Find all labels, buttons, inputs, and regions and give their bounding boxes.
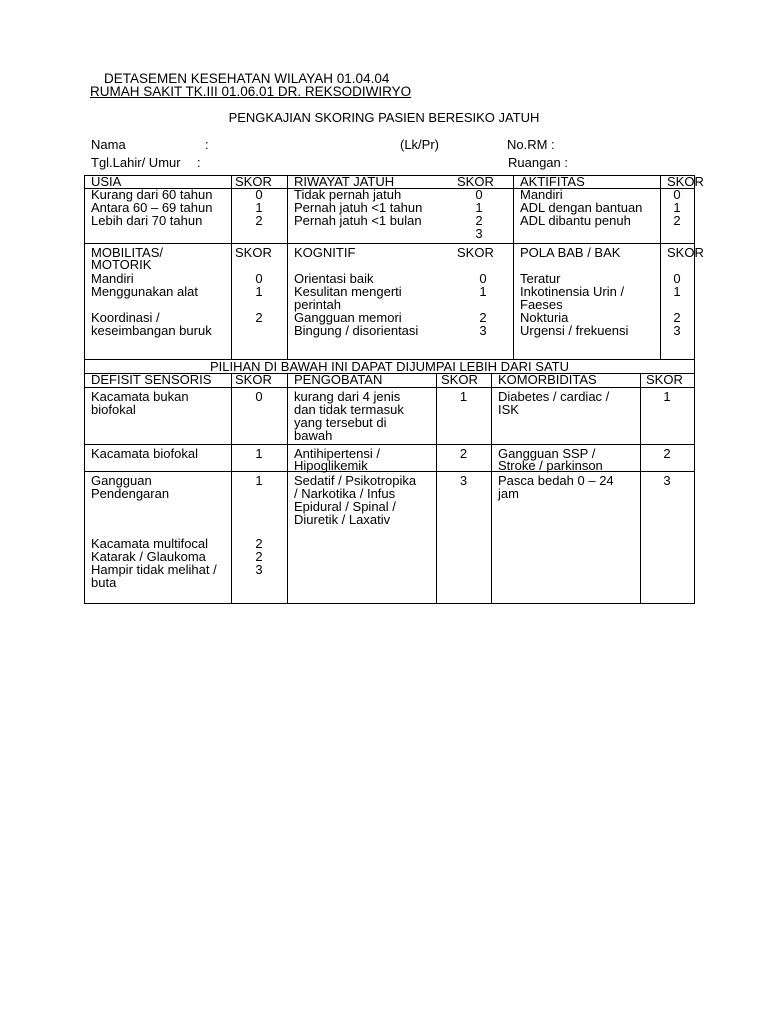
tgl-lahir-colon: : [197, 155, 201, 170]
defisit-skor: 3 [255, 562, 263, 577]
defisit-skor: 2 [255, 549, 263, 564]
komorbiditas-skor: 2 [663, 446, 671, 461]
pola-skor: 0 [673, 271, 681, 286]
defisit-item: Katarak / Glaukoma [91, 549, 206, 564]
komorbiditas-item: Pasca bedah 0 – 24 [498, 473, 614, 488]
header-motorik: MOTORIK [91, 257, 152, 272]
komorbiditas-item: Stroke / parkinson [498, 458, 603, 473]
pengobatan-skor: 2 [459, 446, 468, 461]
usia-skor: 0 [255, 187, 263, 202]
pola-item: Nokturia [520, 310, 569, 325]
pengobatan-item: Hipoglikemik [294, 458, 368, 473]
norm-label: No.RM : [507, 137, 555, 152]
kognitif-item: Bingung / disorientasi [294, 323, 419, 338]
mobilitas-skor: 0 [255, 271, 263, 286]
defisit-skor: 2 [255, 536, 263, 551]
multiple-choice-banner: PILIHAN DI BAWAH INI DAPAT DIJUMPAI LEBIH DARI SATU [85, 359, 694, 373]
pola-skor: 1 [673, 284, 681, 299]
usia-item: Antara 60 – 69 tahun [91, 200, 213, 215]
defisit-item: biofokal [91, 402, 136, 417]
kognitif-skor: 1 [479, 284, 487, 299]
pengobatan-item: kurang dari 4 jenis [294, 389, 401, 404]
komorbiditas-item: Diabetes / cardiac / [498, 389, 610, 404]
riwayat-skor: 0 [475, 187, 483, 202]
defisit-item: Gangguan [91, 473, 152, 488]
header-usia: USIA [91, 174, 122, 189]
pengobatan-item: Diuretik / Laxativ [294, 512, 391, 527]
aktifitas-item: ADL dibantu penuh [520, 213, 631, 228]
header-kognitif: KOGNITIF [294, 245, 356, 260]
defisit-item: buta [91, 575, 117, 590]
aktifitas-item: Mandiri [520, 187, 563, 202]
riwayat-skor: 2 [475, 213, 483, 228]
komorbiditas-item: jam [498, 486, 519, 501]
kognitif-item: Kesulitan mengerti [294, 284, 402, 299]
section-defisit-row-3 [85, 471, 694, 603]
defisit-skor: 1 [255, 473, 263, 488]
tgl-lahir-label: Tgl.Lahir/ Umur [91, 155, 181, 170]
pengobatan-item: dan tidak termasuk [294, 402, 404, 417]
riwayat-item: Tidak pernah jatuh [294, 187, 402, 202]
usia-skor: 1 [255, 200, 263, 215]
pola-item: Teratur [520, 271, 561, 286]
pola-skor: 3 [673, 323, 681, 338]
pengobatan-item: Epidural / Spinal / [294, 499, 396, 514]
mobilitas-item: keseimbangan buruk [91, 323, 212, 338]
pengobatan-item: Antihipertensi / [294, 446, 380, 461]
ruangan-label: Ruangan : [508, 155, 568, 170]
komorbiditas-skor: 3 [663, 473, 671, 488]
defisit-item: Kacamata biofokal [91, 446, 198, 461]
header-skor-aktifitas: SKOR [667, 174, 704, 189]
header-line-1: DETASEMEN KESEHATAN WILAYAH 01.04.04 [104, 71, 390, 86]
header-riwayat-jatuh: RIWAYAT JATUH [294, 174, 395, 189]
komorbiditas-item: Gangguan SSP / [498, 446, 596, 461]
pola-item: Faeses [520, 297, 563, 312]
aktifitas-item: ADL dengan bantuan [520, 200, 643, 215]
header-skor-pola: SKOR [667, 245, 704, 260]
mobilitas-item: Koordinasi / [91, 310, 160, 325]
pengobatan-item: yang tersebut di [294, 415, 387, 430]
kognitif-item: Gangguan memori [294, 310, 402, 325]
defisit-item: Kacamata multifocal [91, 536, 209, 551]
usia-item: Kurang dari 60 tahun [91, 187, 213, 202]
kognitif-item: perintah [294, 297, 341, 312]
komorbiditas-item: ISK [498, 402, 519, 417]
defisit-item: Pendengaran [91, 486, 170, 501]
defisit-item: Hampir tidak melihat / [91, 562, 217, 577]
riwayat-item: Pernah jatuh <1 bulan [294, 213, 422, 228]
section-usia-riwayat-aktifitas [85, 174, 704, 243]
aktifitas-skor: 2 [673, 213, 681, 228]
header-aktifitas: AKTIFITAS [520, 174, 585, 189]
document-title: PENGKAJIAN SKORING PASIEN BERESIKO JATUH [228, 110, 540, 125]
section-defisit-header [85, 373, 694, 387]
pengobatan-skor: 1 [459, 389, 468, 404]
header-skor-pengobatan: SKOR [441, 372, 478, 387]
mobilitas-skor: 2 [255, 310, 263, 325]
kognitif-skor: 3 [479, 323, 487, 338]
nama-label: Nama [91, 137, 126, 152]
nama-colon: : [205, 137, 209, 152]
header-line-2: RUMAH SAKIT TK.III 01.06.01 DR. REKSODIWIRYO [90, 84, 412, 99]
kognitif-item: Orientasi baik [294, 271, 374, 286]
header-defisit-sensoris: DEFISIT SENSORIS [91, 372, 212, 387]
aktifitas-skor: 0 [673, 187, 681, 202]
kognitif-skor: 0 [479, 271, 487, 286]
defisit-item: Kacamata bukan [91, 389, 189, 404]
pengobatan-item: Sedatif / Psikotropika [294, 473, 417, 488]
section-mobilitas-kognitif-pola [85, 243, 704, 359]
header-pola-bab-bak: POLA BAB / BAK [520, 245, 621, 260]
pola-item: Inkotinensia Urin / [520, 284, 625, 299]
header-mobilitas: MOBILITAS/ [91, 245, 163, 260]
pola-item: Urgensi / frekuensi [520, 323, 629, 338]
riwayat-skor: 1 [475, 200, 483, 215]
aktifitas-skor: 1 [673, 200, 681, 215]
header-skor-usia: SKOR [235, 174, 272, 189]
riwayat-item: Pernah jatuh <1 tahun [294, 200, 423, 215]
pengobatan-item: / Narkotika / Infus [294, 486, 396, 501]
defisit-skor: 1 [255, 446, 263, 461]
mobilitas-item: Mandiri [91, 271, 134, 286]
header-skor-komorbiditas: SKOR [646, 372, 683, 387]
pengobatan-skor: 3 [459, 473, 468, 488]
section-defisit-row-1 [85, 387, 694, 444]
pengobatan-item: bawah [294, 428, 333, 443]
header-pengobatan: PENGOBATAN [294, 372, 383, 387]
header-skor-mobilitas: SKOR [235, 245, 272, 260]
usia-skor: 2 [255, 213, 263, 228]
komorbiditas-skor: 1 [663, 389, 671, 404]
usia-item: Lebih dari 70 tahun [91, 213, 203, 228]
header-komorbiditas: KOMORBIDITAS [498, 372, 597, 387]
mobilitas-skor: 1 [255, 284, 263, 299]
header-skor-defisit: SKOR [235, 372, 272, 387]
defisit-skor: 0 [255, 389, 263, 404]
scoring-table [84, 174, 704, 604]
mobilitas-item: Menggunakan alat [91, 284, 198, 299]
sex-label: (Lk/Pr) [400, 137, 439, 152]
header-skor-kognitif: SKOR [457, 245, 494, 260]
section-defisit-row-2 [85, 444, 694, 471]
kognitif-skor: 2 [479, 310, 487, 325]
riwayat-skor: 3 [475, 226, 483, 241]
pola-skor: 2 [673, 310, 681, 325]
header-skor-riwayat: SKOR [457, 174, 494, 189]
